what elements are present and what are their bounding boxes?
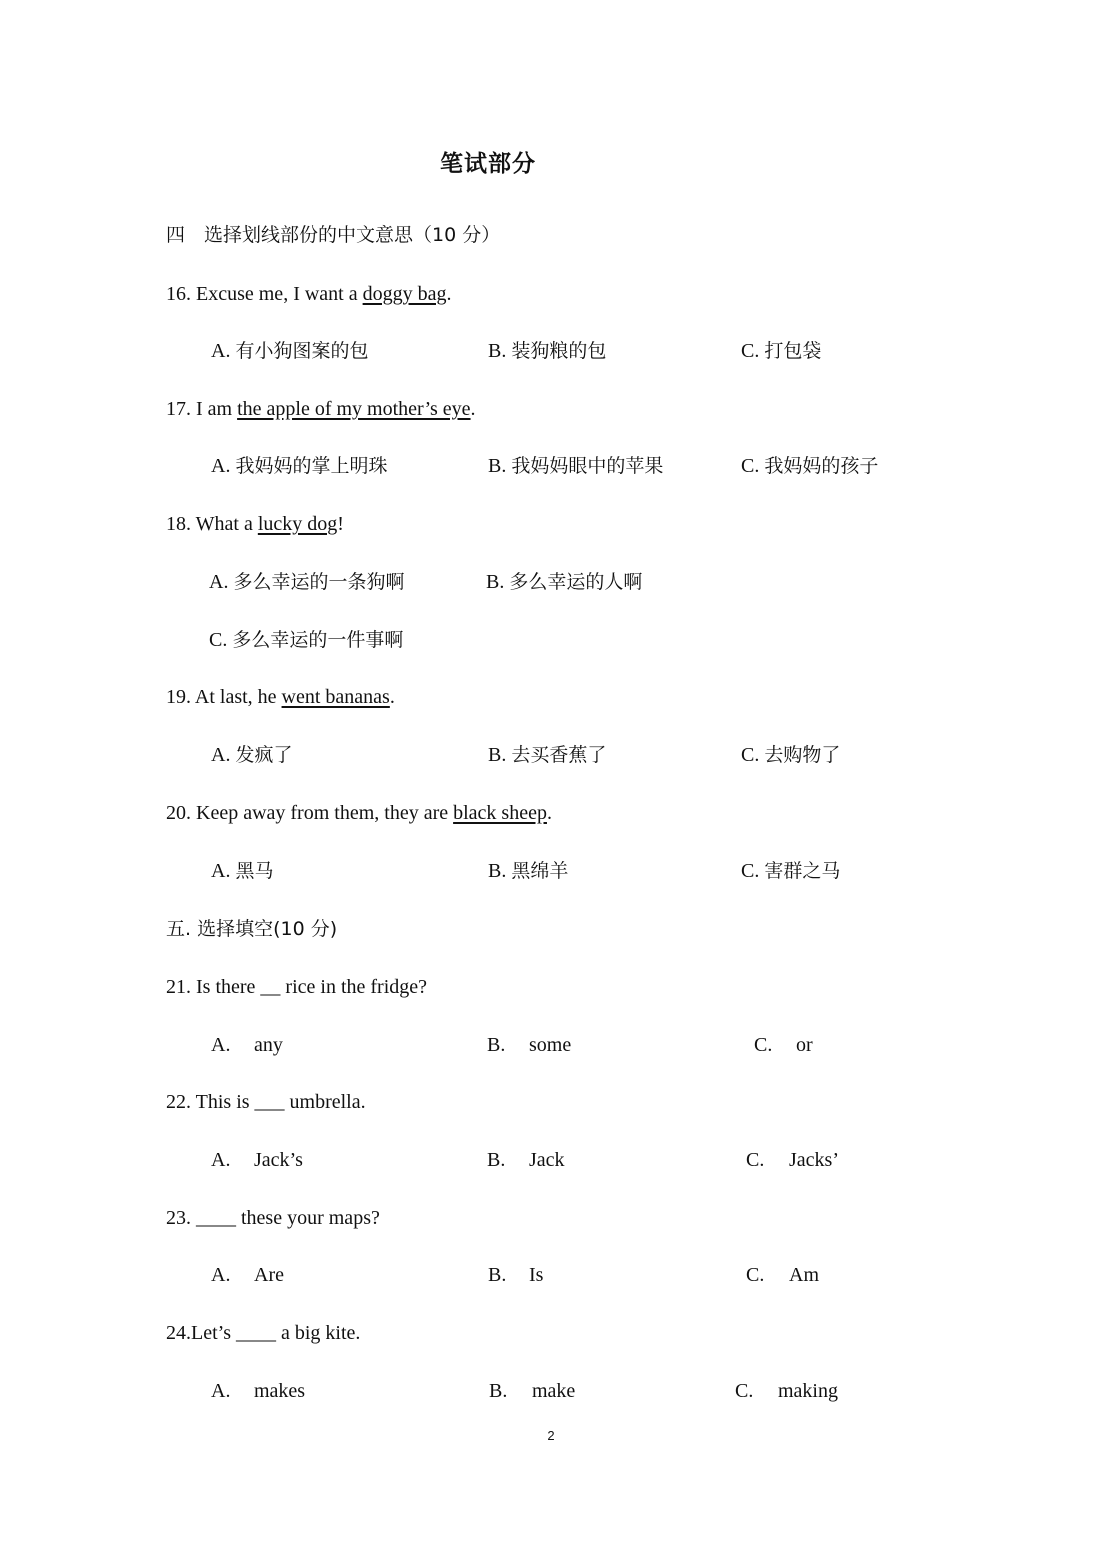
option-text: 我妈妈的孩子 <box>764 455 879 477</box>
option-17-c[interactable] <box>741 452 878 480</box>
underlined-phrase: lucky dog <box>257 513 338 535</box>
option-text: 多么幸运的人啊 <box>509 571 643 593</box>
option-text: 黑马 <box>235 860 274 882</box>
option-text: 害群之马 <box>764 860 841 882</box>
underlined-phrase: went bananas <box>281 686 390 708</box>
question-stem: I am <box>191 398 238 420</box>
option-letter: B. <box>489 1380 508 1402</box>
question-24: 24.Let’s ____ a big kite. <box>166 1322 361 1344</box>
question-number: 20. <box>166 802 191 824</box>
option-letter: A. <box>211 1380 231 1402</box>
option-letter: C. <box>741 744 760 766</box>
option-letter: B. <box>488 455 507 477</box>
option-text: 去购物了 <box>764 744 841 766</box>
option-text: makes <box>254 1380 306 1402</box>
option-letter: C. <box>746 1149 765 1171</box>
underlined-phrase: the apple of my mother’s eye <box>237 398 471 420</box>
option-text: make <box>532 1380 576 1402</box>
question-19 <box>166 683 395 711</box>
option-letter: B. <box>488 1264 507 1286</box>
option-text: any <box>254 1034 283 1056</box>
option-letter: A. <box>211 744 231 766</box>
option-23-b[interactable] <box>488 1261 543 1289</box>
underlined-phrase: doggy bag <box>362 283 447 305</box>
option-text: 我妈妈眼中的苹果 <box>511 455 664 477</box>
option-20-c[interactable] <box>741 857 840 885</box>
question-number: 16. <box>166 283 191 305</box>
section-5-heading: 五. 选择填空(10 分) <box>166 918 338 940</box>
question-stem: Excuse me, I want a <box>191 283 363 305</box>
page-number: 2 <box>547 1428 555 1443</box>
question-20 <box>166 799 552 827</box>
question-number: 17. <box>166 398 191 420</box>
page-title: 笔试部分 <box>440 151 536 177</box>
option-18-a[interactable] <box>209 568 404 596</box>
option-22-b[interactable] <box>487 1146 565 1174</box>
question-end: ! <box>337 513 344 535</box>
option-letter: B. <box>488 340 507 362</box>
option-text: Is <box>529 1264 544 1286</box>
option-text: 有小狗图案的包 <box>235 340 369 362</box>
section-4-heading: 四 选择划线部份的中文意思（10 分） <box>166 224 501 246</box>
option-18-b[interactable] <box>486 568 642 596</box>
option-text: Jack <box>529 1149 565 1171</box>
option-letter: C. <box>741 340 760 362</box>
option-letter: A. <box>211 340 231 362</box>
option-23-c[interactable] <box>746 1261 819 1289</box>
option-20-a[interactable] <box>211 857 273 885</box>
option-letter: A. <box>211 1034 231 1056</box>
question-17 <box>166 395 476 423</box>
option-text: 打包袋 <box>764 340 822 362</box>
option-text: Am <box>789 1264 819 1286</box>
option-text: 去买香蕉了 <box>511 744 607 766</box>
option-letter: B. <box>488 860 507 882</box>
question-number: 18. <box>166 513 191 535</box>
option-16-b[interactable] <box>488 337 606 365</box>
question-18 <box>166 510 344 538</box>
question-stem: At last, he <box>191 686 282 708</box>
option-letter: A. <box>211 1149 231 1171</box>
option-text: 多么幸运的一件事啊 <box>232 629 404 651</box>
option-text: Jack’s <box>254 1149 303 1171</box>
option-letter: C. <box>741 860 760 882</box>
option-23-a[interactable] <box>211 1261 284 1289</box>
option-letter: A. <box>211 455 231 477</box>
option-16-c[interactable] <box>741 337 821 365</box>
option-text: making <box>778 1380 838 1402</box>
option-letter: A. <box>209 571 229 593</box>
question-end: . <box>546 802 552 824</box>
option-21-c[interactable] <box>754 1031 813 1059</box>
option-letter: B. <box>487 1149 506 1171</box>
option-16-a[interactable] <box>211 337 368 365</box>
option-text: 发疯了 <box>235 744 293 766</box>
option-20-b[interactable] <box>488 857 568 885</box>
option-19-c[interactable] <box>741 741 840 769</box>
question-stem: What a <box>191 513 258 535</box>
question-end: . <box>470 398 476 420</box>
option-text: or <box>796 1034 813 1056</box>
option-22-c[interactable] <box>746 1146 839 1174</box>
option-letter: C. <box>746 1264 765 1286</box>
option-19-a[interactable] <box>211 741 292 769</box>
option-text: 装狗粮的包 <box>511 340 607 362</box>
question-23: 23. ____ these your maps? <box>166 1207 380 1229</box>
option-letter: A. <box>211 860 231 882</box>
option-24-b[interactable] <box>489 1377 575 1405</box>
option-text: some <box>529 1034 572 1056</box>
option-text: Jacks’ <box>789 1149 839 1171</box>
option-18-c[interactable] <box>209 626 403 654</box>
question-22: 22. This is ___ umbrella. <box>166 1091 366 1113</box>
question-end: . <box>389 686 395 708</box>
option-letter: C. <box>741 455 760 477</box>
option-letter: B. <box>488 744 507 766</box>
option-text: 多么幸运的一条狗啊 <box>233 571 405 593</box>
option-letter: B. <box>486 571 505 593</box>
question-end: . <box>446 283 452 305</box>
option-text: 黑绵羊 <box>511 860 569 882</box>
question-stem: Keep away from them, they are <box>191 802 454 824</box>
option-22-a[interactable] <box>211 1146 303 1174</box>
option-letter: C. <box>754 1034 773 1056</box>
option-letter: C. <box>735 1380 754 1402</box>
option-letter: A. <box>211 1264 231 1286</box>
question-number: 19. <box>166 686 191 708</box>
option-letter: C. <box>209 629 228 651</box>
option-19-b[interactable] <box>488 741 606 769</box>
option-text: 我妈妈的掌上明珠 <box>235 455 388 477</box>
option-letter: B. <box>487 1034 506 1056</box>
underlined-phrase: black sheep <box>453 802 547 824</box>
option-17-a[interactable] <box>211 452 387 480</box>
option-17-b[interactable] <box>488 452 663 480</box>
option-text: Are <box>254 1264 284 1286</box>
option-24-a[interactable] <box>211 1377 305 1405</box>
option-21-a[interactable] <box>211 1031 283 1059</box>
option-24-c[interactable] <box>735 1377 838 1405</box>
question-21: 21. Is there __ rice in the fridge? <box>166 976 428 998</box>
question-16 <box>166 280 452 308</box>
option-21-b[interactable] <box>487 1031 571 1059</box>
